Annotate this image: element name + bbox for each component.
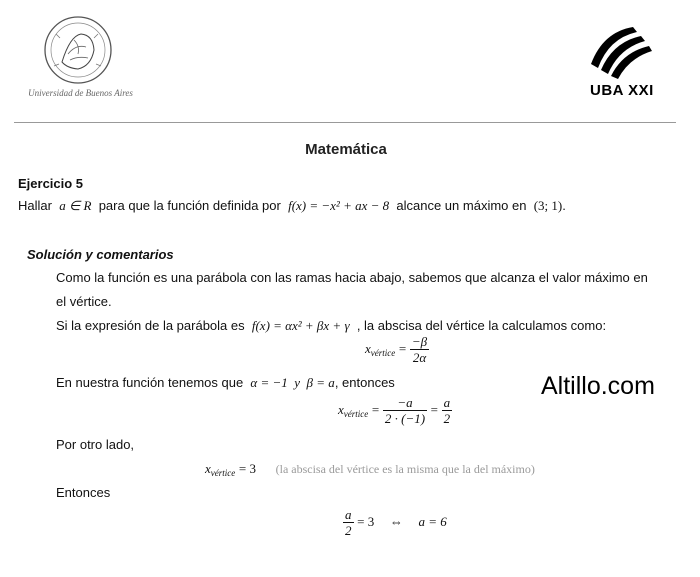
eq2-sub: vértice: [343, 408, 369, 419]
solution-paragraph-1-cont: el vértice.: [56, 294, 112, 309]
p2-suffix: , la abscisa del vértice la calculamos como:: [356, 318, 607, 333]
vertex-calculation: [338, 395, 452, 426]
statement-var: a ∈ R: [59, 198, 92, 213]
eq3-sub: vértice: [210, 468, 236, 478]
eq2-eq: =: [371, 401, 380, 417]
uba-xxi-arcs-icon: [585, 24, 660, 80]
eq4-numerator: a: [345, 507, 352, 522]
eq1-sub: vértice: [370, 347, 396, 358]
eq2-lhs: x: [338, 401, 344, 417]
p3-expr: α = −1 y β = a: [250, 375, 335, 390]
statement-point: (3; 1): [533, 198, 563, 213]
p2-prefix: Si la expresión de la parábola es: [56, 318, 245, 333]
eq2-fraction-2: [442, 395, 453, 426]
exercise-statement: [18, 198, 566, 214]
eq2-numerator-2: a: [443, 395, 451, 410]
statement-end: .: [562, 198, 566, 213]
solution-heading: Solución y comentarios: [27, 247, 174, 262]
solution-paragraph-3: [56, 375, 395, 391]
uba-xxi-logo: [585, 24, 660, 102]
eq1-eq: =: [398, 340, 407, 356]
eq1-numerator: −β: [411, 334, 428, 349]
eq3-lhs: x: [205, 461, 211, 476]
final-equation: [343, 507, 447, 538]
eq2-denominator-2: 2: [443, 411, 451, 426]
solution-paragraph-2: [56, 318, 606, 334]
statement-mid2: alcance un máximo en: [396, 198, 527, 213]
university-caption: Universidad de Buenos Aires: [28, 88, 133, 98]
header-divider: [14, 122, 676, 123]
p3-suffix: , entonces: [334, 375, 395, 390]
eq4-fraction: [343, 507, 354, 538]
statement-func: f(x) = −x² + ax − 8: [288, 198, 390, 213]
page-title: Matemática: [305, 141, 387, 158]
eq4-result: a = 6: [418, 513, 447, 529]
vertex-formula: [365, 334, 429, 365]
eq3-rhs: = 3: [238, 461, 256, 476]
eq4-rhs: = 3: [357, 513, 375, 529]
eq3-note: (la abscisa del vértice es la misma que la del máximo): [275, 462, 535, 476]
eq2-denominator: 2 · (−1): [384, 411, 426, 426]
statement-prefix: Hallar: [18, 198, 52, 213]
eq2-numerator: −a: [383, 395, 427, 411]
eq2-fraction: [383, 395, 427, 426]
uba-xxi-text: UBA XXI: [590, 82, 654, 99]
statement-mid: para que la función definida por: [98, 198, 281, 213]
equivalence-arrow-icon: ⇔: [389, 513, 403, 529]
p3-prefix: En nuestra función tenemos que: [56, 375, 244, 390]
solution-paragraph-5: Entonces: [56, 485, 111, 500]
solution-paragraph-4: Por otro lado,: [56, 437, 135, 452]
eq2-eq2: =: [430, 401, 439, 417]
solution-paragraph-1: Como la función es una parábola con las ramas hacia abajo, sabemos que alcanza el valor máximo en: [56, 270, 648, 285]
eq1-denominator: 2α: [412, 350, 427, 365]
exercise-heading: Ejercicio 5: [18, 176, 84, 191]
watermark: Altillo.com: [541, 372, 655, 400]
vertex-value: [205, 461, 535, 478]
p2-expr: f(x) = αx² + βx + γ: [251, 318, 350, 333]
eq4-denominator: 2: [345, 523, 352, 538]
university-seal-logo: [18, 14, 143, 104]
eq1-lhs: x: [365, 340, 371, 356]
eq1-fraction: [410, 334, 429, 365]
